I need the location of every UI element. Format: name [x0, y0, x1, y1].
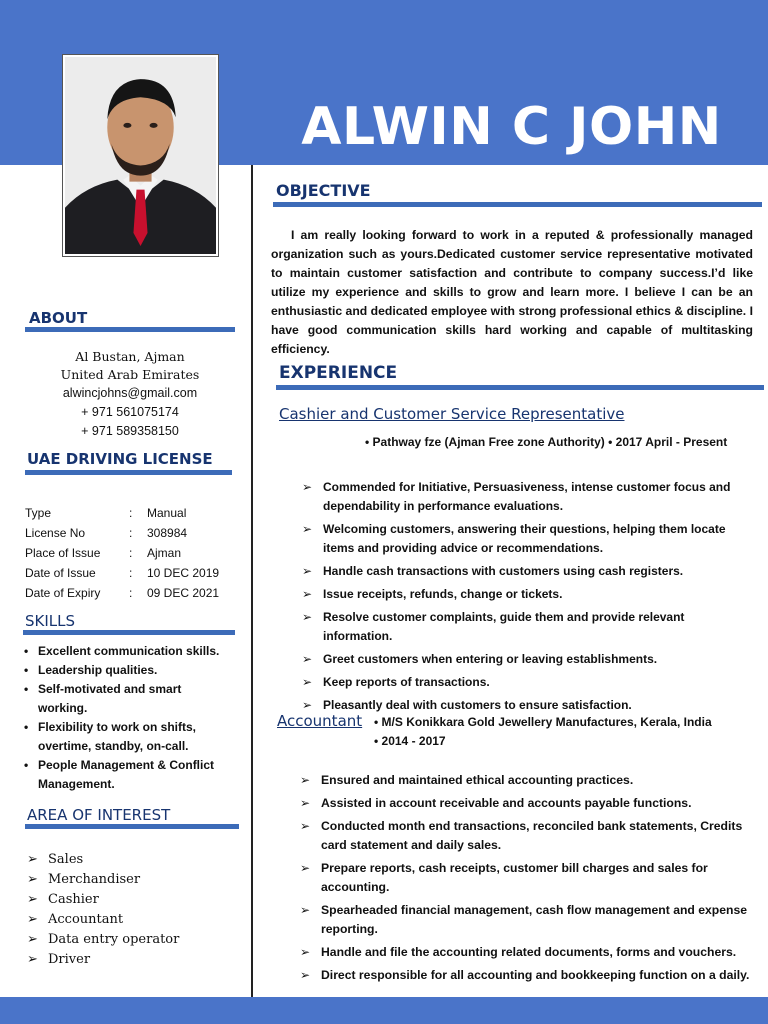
- candidate-name: ALWIN C JOHN: [301, 97, 722, 157]
- email-text: alwincjohns@gmail.com: [62, 386, 198, 400]
- interest-label: Cashier: [48, 892, 99, 907]
- license-sep: :: [129, 546, 133, 560]
- duty-text: Handle and file the accounting related documents, forms and vouchers.: [321, 945, 737, 959]
- arrow-bullet-icon: ➢: [27, 912, 38, 927]
- duty-text: Commended for Initiative, Persuasiveness, intense customer focus and dependability in performance evaluations.: [323, 480, 731, 513]
- objective-heading: OBJECTIVE: [276, 181, 371, 200]
- skill-item: • Flexibility to work on shifts, overtime, standby, on-call.: [20, 718, 232, 756]
- about-rule: [25, 327, 235, 332]
- interest-item: [25, 850, 240, 870]
- job2-meta: [374, 713, 712, 751]
- footer-band: [0, 997, 768, 1024]
- arrow-bullet-icon: ➢: [300, 903, 311, 917]
- license-row: [25, 523, 245, 543]
- license-key: License No: [25, 526, 86, 540]
- duty-text: Keep reports of transactions.: [323, 675, 490, 689]
- license-value: 10 DEC 2019: [147, 566, 220, 580]
- column-divider: [251, 165, 253, 997]
- address-line-2: United Arab Emirates: [60, 367, 200, 382]
- arrow-bullet-icon: ➢: [302, 610, 313, 624]
- duty-text: Handle cash transactions with customers using cash registers.: [323, 564, 684, 578]
- duty-text: Prepare reports, cash receipts, customer bill charges and sales for accounting.: [321, 861, 708, 894]
- duty-item: [300, 650, 755, 669]
- arrow-bullet-icon: ➢: [27, 872, 38, 887]
- objective-body: I am really looking forward to work in a reputed & professionally managed organization such as yours.Dedicated customer service representative motivated to maintain customer satisfaction and contribute to company success.I’d like utilize my experience and skills to grow and learn more. I believe I can be an enthusiastic and dedicated employee with strong professional ethics & discipline. I have good communication skills hard working and capable of multitasking efficiency.: [271, 228, 753, 356]
- arrow-bullet-icon: ➢: [300, 968, 311, 982]
- experience-heading: EXPERIENCE: [279, 363, 398, 383]
- phone-2: + 971 589358150: [81, 424, 179, 438]
- arrow-bullet-icon: ➢: [300, 773, 311, 787]
- license-row: [25, 543, 245, 563]
- skill-item: • Self-motivated and smart working.: [20, 680, 232, 718]
- objective-text: [271, 226, 753, 359]
- license-row: [25, 583, 245, 603]
- duty-text: Assisted in account receivable and accounts payable functions.: [321, 796, 692, 810]
- skill-item: • Excellent communication skills.: [20, 642, 232, 661]
- duty-text: Pleasantly deal with customers to ensure satisfaction.: [323, 698, 632, 712]
- duty-text: Spearheaded financial management, cash flow management and expense reporting.: [321, 903, 748, 936]
- arrow-bullet-icon: ➢: [302, 652, 313, 666]
- portrait-image: [65, 57, 216, 254]
- license-key: Date of Issue: [25, 566, 96, 580]
- duty-item: [298, 771, 750, 790]
- job2-years: • 2014 - 2017: [374, 734, 446, 748]
- duty-text: Welcoming customers, answering their questions, helping them locate items and providing advice or recommendations.: [323, 522, 726, 555]
- skills-rule: [23, 630, 235, 635]
- phone-1: + 971 561075174: [81, 405, 179, 419]
- job2-title: Accountant: [277, 712, 363, 730]
- license-sep: :: [129, 566, 133, 580]
- license-rule: [25, 470, 232, 475]
- arrow-bullet-icon: ➢: [300, 861, 311, 875]
- profile-photo: [65, 57, 216, 254]
- license-value: 09 DEC 2021: [147, 586, 220, 600]
- license-value: Ajman: [147, 546, 182, 560]
- interest-label: Sales: [48, 852, 84, 867]
- arrow-bullet-icon: ➢: [27, 932, 38, 947]
- duty-item: [298, 859, 750, 897]
- interest-label: Merchandiser: [48, 872, 141, 887]
- job2-duties: [298, 771, 750, 989]
- duty-item: [298, 794, 750, 813]
- experience-rule: [276, 385, 764, 390]
- duty-item: [300, 562, 755, 581]
- address-line-1: Al Bustan, Ajman: [75, 349, 185, 364]
- job1-duties: [300, 478, 755, 719]
- job1-title: Cashier and Customer Service Representative: [279, 405, 625, 423]
- arrow-bullet-icon: ➢: [27, 892, 38, 907]
- arrow-bullet-icon: ➢: [300, 819, 311, 833]
- duty-item: [300, 608, 755, 646]
- license-sep: :: [129, 586, 133, 600]
- license-value: 308984: [147, 526, 188, 540]
- arrow-bullet-icon: ➢: [302, 587, 313, 601]
- license-row: [25, 503, 245, 523]
- arrow-bullet-icon: ➢: [302, 698, 313, 712]
- job2-company: • M/S Konikkara Gold Jewellery Manufactures, Kerala, India: [374, 715, 712, 729]
- duty-text: Direct responsible for all accounting and bookkeeping function on a daily.: [321, 968, 750, 982]
- arrow-bullet-icon: ➢: [302, 522, 313, 536]
- interest-rule: [25, 824, 239, 829]
- duty-text: Greet customers when entering or leaving establishments.: [323, 652, 658, 666]
- license-key: Type: [25, 506, 52, 520]
- job1-meta: • Pathway fze (Ajman Free zone Authority) • 2017 April - Present: [365, 435, 728, 449]
- about-block: [25, 348, 235, 441]
- license-value: Manual: [147, 506, 187, 520]
- license-sep: :: [129, 506, 133, 520]
- duty-item: [300, 585, 755, 604]
- interest-heading: AREA OF INTEREST: [27, 806, 171, 824]
- duty-item: [298, 901, 750, 939]
- arrow-bullet-icon: ➢: [302, 675, 313, 689]
- skill-item: • People Management & Conflict Management.: [20, 756, 232, 778]
- interest-item: [25, 930, 240, 950]
- duty-text: Ensured and maintained ethical accounting practices.: [321, 773, 634, 787]
- interest-item: [25, 910, 240, 930]
- duty-item: [298, 966, 750, 985]
- interest-list: [25, 850, 240, 970]
- interest-item: [25, 950, 240, 970]
- arrow-bullet-icon: ➢: [300, 945, 311, 959]
- skill-item: • Leadership qualities.: [20, 661, 232, 680]
- interest-label: Driver: [48, 952, 91, 967]
- objective-rule: [273, 202, 762, 207]
- interest-item: [25, 890, 240, 910]
- skills-heading: SKILLS: [25, 612, 76, 630]
- duty-item: [300, 478, 755, 516]
- interest-item: [25, 870, 240, 890]
- arrow-bullet-icon: ➢: [27, 952, 38, 967]
- duty-item: [298, 943, 750, 962]
- duty-item: [300, 673, 755, 692]
- license-sep: :: [129, 526, 133, 540]
- about-heading: ABOUT: [29, 309, 88, 327]
- duty-text: Resolve customer complaints, guide them and provide relevant information.: [323, 610, 685, 643]
- interest-label: Data entry operator: [48, 932, 180, 947]
- license-row: [25, 563, 245, 583]
- arrow-bullet-icon: ➢: [27, 852, 38, 867]
- profile-photo-frame: [62, 54, 219, 257]
- license-table: [25, 503, 245, 603]
- duty-item: [300, 520, 755, 558]
- skills-list: [20, 642, 232, 791]
- duty-item: [298, 817, 750, 855]
- license-heading: UAE DRIVING LICENSE: [27, 450, 213, 468]
- license-key: Place of Issue: [25, 546, 101, 560]
- duty-text: Conducted month end transactions, reconciled bank statements, Credits card statement and daily sales.: [321, 819, 743, 852]
- arrow-bullet-icon: ➢: [302, 480, 313, 494]
- arrow-bullet-icon: ➢: [302, 564, 313, 578]
- duty-text: Issue receipts, refunds, change or tickets.: [323, 587, 563, 601]
- arrow-bullet-icon: ➢: [300, 796, 311, 810]
- license-key: Date of Expiry: [25, 586, 101, 600]
- interest-label: Accountant: [48, 912, 124, 927]
